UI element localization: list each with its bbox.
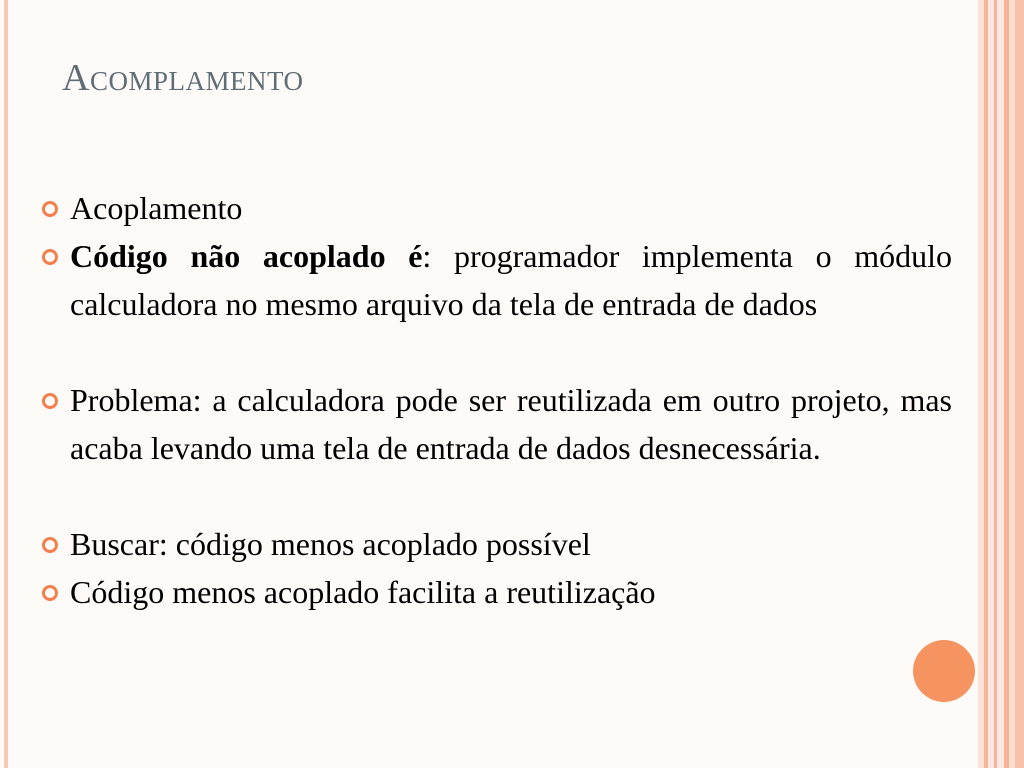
bullet-item <box>38 520 952 568</box>
bullet-item <box>38 232 952 328</box>
bullet-text: : programador implementa o módulo calculadora no mesmo arquivo da tela de entrada de dados <box>70 238 953 322</box>
ring-bullet-icon <box>42 585 58 601</box>
ring-bullet-icon <box>42 537 58 553</box>
bullet-text: Código menos acoplado facilita a reutilização <box>70 574 656 610</box>
bullet-text: Problema: a calculadora pode ser reutilizada em outro projeto, mas acaba levando uma tela de entrada de dados desnecessária. <box>70 382 952 466</box>
ring-bullet-icon <box>42 393 58 409</box>
bullet-item <box>38 568 952 616</box>
left-border <box>4 0 8 768</box>
ring-bullet-icon <box>42 201 58 217</box>
ring-bullet-icon <box>42 249 58 265</box>
spacer <box>38 328 952 376</box>
slide-title: Acomplamento <box>62 57 304 99</box>
orange-circle-icon <box>913 640 975 702</box>
right-decorative-stripes <box>978 0 1024 768</box>
stripe <box>997 0 1004 768</box>
slide-content <box>38 184 952 616</box>
bullet-item <box>38 184 952 232</box>
bullet-text: Acoplamento <box>70 190 243 226</box>
bullet-bold-text: Código não acoplado é <box>70 238 423 274</box>
spacer <box>38 472 952 520</box>
stripe <box>1015 0 1024 768</box>
bullet-text: Buscar: código menos acoplado possível <box>70 526 591 562</box>
bullet-item <box>38 376 952 472</box>
